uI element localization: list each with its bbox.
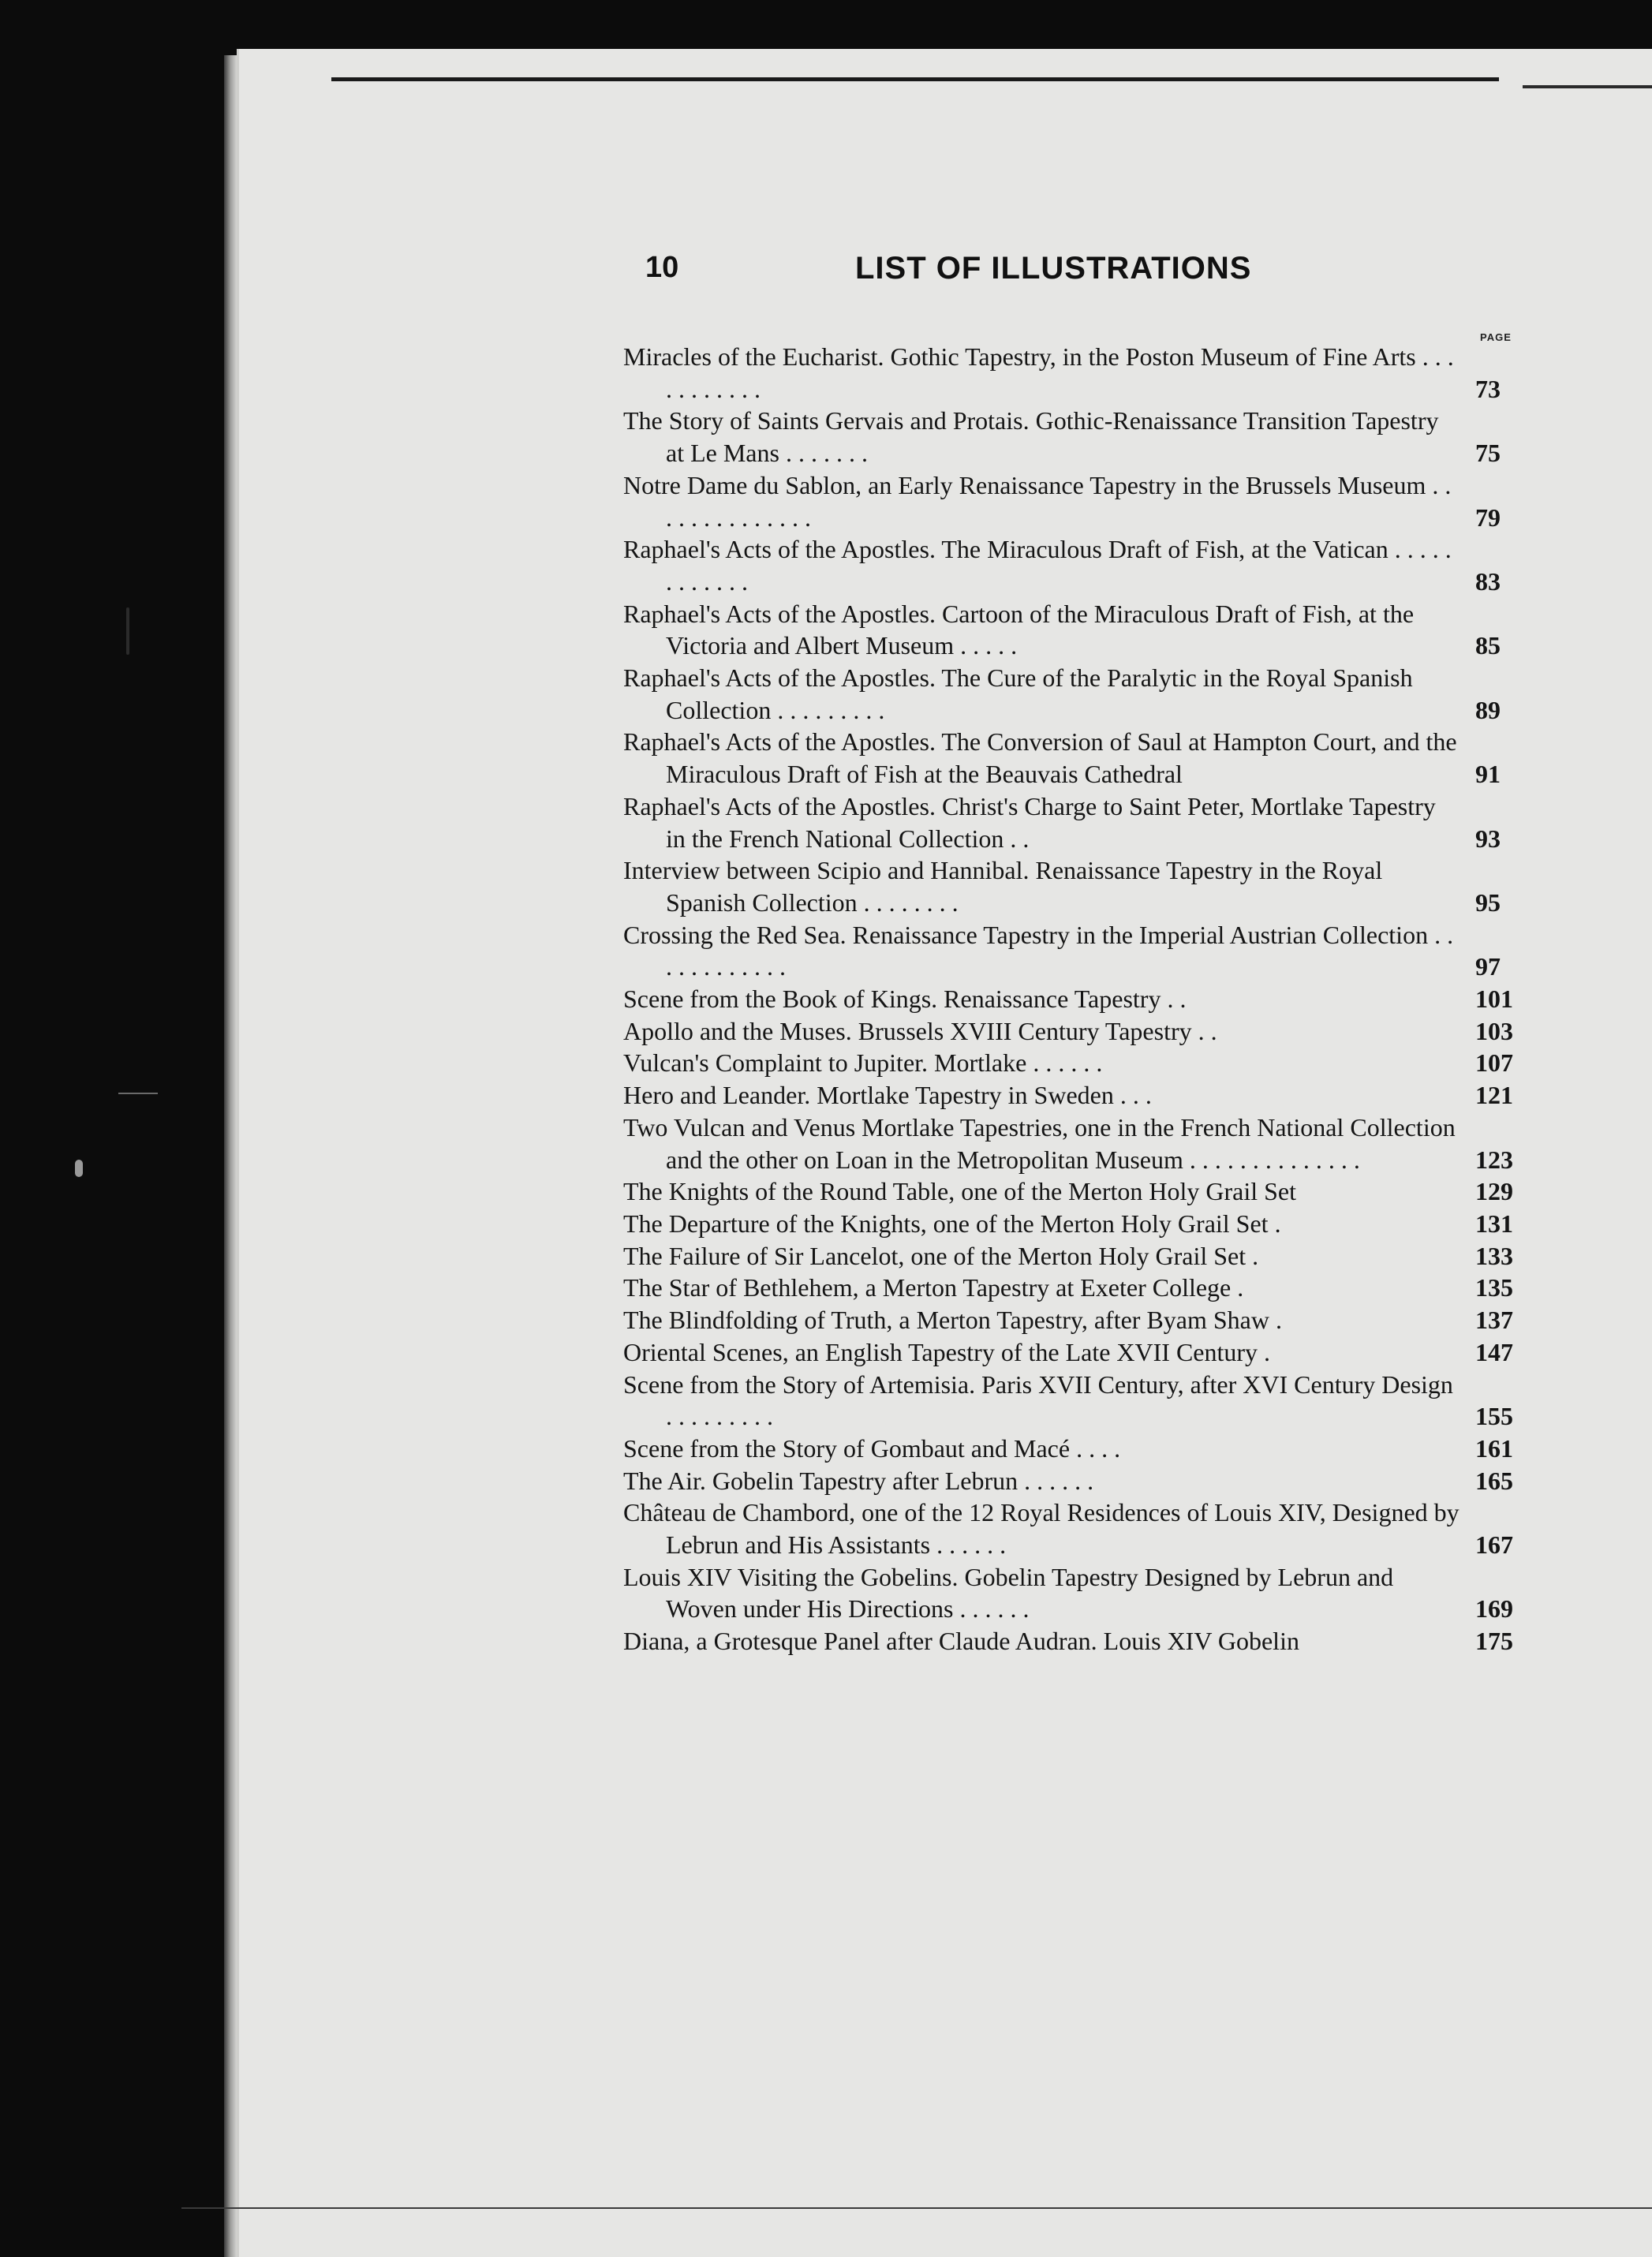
entry-title: Raphael's Acts of the Apostles. The Miraculous Draft of Fish, at the Vatican . . . . . . . . . . . .	[623, 535, 1452, 596]
list-item	[623, 405, 1538, 469]
entry-title: Crossing the Red Sea. Renaissance Tapestry in the Imperial Austrian Collection . . . . . . . . . . . .	[623, 920, 1454, 981]
margin-mark	[126, 607, 129, 655]
list-item	[623, 1047, 1538, 1079]
entry-page-number: 135	[1475, 1273, 1513, 1302]
list-item	[623, 1175, 1538, 1208]
top-edge-rule	[331, 77, 1499, 81]
entry-page-number: 91	[1475, 760, 1501, 789]
list-item	[623, 983, 1538, 1015]
list-item	[623, 1561, 1538, 1625]
entry-page-number: 93	[1475, 824, 1501, 853]
entry-page-number: 85	[1475, 631, 1501, 660]
entry-page-number: 167	[1475, 1530, 1513, 1560]
list-item	[623, 1015, 1538, 1048]
list-item	[623, 1112, 1538, 1175]
top-edge-rule-tail	[1523, 85, 1652, 88]
entry-title: Apollo and the Muses. Brussels XVIII Century Tapestry . .	[623, 1016, 1217, 1045]
running-title: LIST OF ILLUSTRATIONS	[855, 251, 1252, 286]
entry-title: The Knights of the Round Table, one of the Merton Holy Grail Set	[623, 1177, 1297, 1206]
list-item	[623, 1336, 1538, 1369]
entry-title: Vulcan's Complaint to Jupiter. Mortlake . . . . . .	[623, 1048, 1103, 1078]
entry-title: The Departure of the Knights, one of the Merton Holy Grail Set .	[623, 1209, 1281, 1238]
entry-page-number: 155	[1475, 1402, 1513, 1431]
entry-page-number: 95	[1475, 887, 1501, 917]
list-item	[623, 1625, 1538, 1657]
list-item	[623, 598, 1538, 662]
page-column-label: PAGE	[1480, 331, 1512, 343]
list-item	[623, 854, 1538, 918]
entry-page-number: 107	[1475, 1048, 1513, 1078]
list-item	[623, 1240, 1538, 1272]
list-item	[623, 1369, 1538, 1433]
list-item	[623, 469, 1538, 533]
entry-title: Miracles of the Eucharist. Gothic Tapestry, in the Poston Museum of Fine Arts . . . . . . . . . . .	[623, 342, 1454, 403]
entry-page-number: 169	[1475, 1594, 1513, 1624]
entry-title: Louis XIV Visiting the Gobelins. Gobelin Tapestry Designed by Lebrun and Woven under His Directions . . . . . .	[623, 1562, 1394, 1624]
entry-title: Scene from the Story of Gombaut and Macé . . . .	[623, 1433, 1121, 1463]
list-item	[623, 1208, 1538, 1240]
entry-title: Oriental Scenes, an English Tapestry of the Late XVII Century .	[623, 1337, 1271, 1366]
entry-title: The Blindfolding of Truth, a Merton Tapestry, after Byam Shaw .	[623, 1306, 1282, 1335]
margin-mark	[118, 1093, 158, 1094]
entry-page-number: 161	[1475, 1433, 1513, 1463]
page-number: 10	[645, 251, 679, 284]
entry-page-number: 131	[1475, 1209, 1513, 1238]
entry-title: Two Vulcan and Venus Mortlake Tapestries, one in the French National Collection and the other on Loan in the Metropolitan Museum . . . . . . . . . . . . . .	[623, 1112, 1456, 1174]
bottom-edge-rule	[181, 2207, 1652, 2209]
entry-page-number: 121	[1475, 1081, 1513, 1110]
entry-page-number: 97	[1475, 952, 1501, 981]
entry-title: The Failure of Sir Lancelot, one of the Merton Holy Grail Set .	[623, 1241, 1259, 1270]
entry-title: Hero and Leander. Mortlake Tapestry in Sweden . . .	[623, 1081, 1152, 1110]
entry-title: Notre Dame du Sablon, an Early Renaissance Tapestry in the Brussels Museum . . . . . . . . . . . . . .	[623, 470, 1452, 532]
entry-page-number: 175	[1475, 1627, 1513, 1656]
list-item	[623, 1272, 1538, 1304]
list-item	[623, 341, 1538, 405]
entry-title: The Story of Saints Gervais and Protais. Gothic-Renaissance Transition Tapestry at Le Mans . . . . . . .	[623, 406, 1439, 468]
entry-title: Raphael's Acts of the Apostles. Christ's Charge to Saint Peter, Mortlake Tapestry in the French National Collection . .	[623, 791, 1436, 853]
margin-mark	[75, 1160, 83, 1177]
illustrations-list	[623, 341, 1538, 1657]
entry-page-number: 79	[1475, 503, 1501, 532]
entry-title: Raphael's Acts of the Apostles. Cartoon of the Miraculous Draft of Fish, at the Victoria and Albert Museum . . . . .	[623, 599, 1415, 660]
entry-page-number: 83	[1475, 566, 1501, 596]
entry-page-number: 89	[1475, 695, 1501, 724]
entry-page-number: 165	[1475, 1466, 1513, 1495]
entry-title: Diana, a Grotesque Panel after Claude Audran. Louis XIV Gobelin	[623, 1627, 1299, 1656]
list-item	[623, 1465, 1538, 1497]
entry-page-number: 123	[1475, 1145, 1513, 1174]
entry-page-number: 133	[1475, 1241, 1513, 1270]
entry-page-number: 103	[1475, 1016, 1513, 1045]
list-item	[623, 662, 1538, 726]
list-item	[623, 1079, 1538, 1112]
entry-title: Scene from the Book of Kings. Renaissance Tapestry . .	[623, 985, 1187, 1014]
list-item	[623, 919, 1538, 983]
entry-page-number: 73	[1475, 374, 1501, 403]
entry-title: Scene from the Story of Artemisia. Paris XVII Century, after XVI Century Design . . . . . . . . .	[623, 1370, 1453, 1431]
page-edge-shadow	[224, 55, 237, 2257]
entry-page-number: 101	[1475, 985, 1513, 1014]
list-item	[623, 1433, 1538, 1465]
page-header	[645, 251, 1434, 298]
entry-title: Château de Chambord, one of the 12 Royal Residences of Louis XIV, Designed by Lebrun and His Assistants . . . . . .	[623, 1498, 1460, 1560]
entry-page-number: 75	[1475, 439, 1501, 468]
entry-page-number: 147	[1475, 1337, 1513, 1366]
entry-title: Raphael's Acts of the Apostles. The Cure of the Paralytic in the Royal Spanish Collection . . . . . . . . .	[623, 663, 1413, 724]
list-item	[623, 1497, 1538, 1560]
entry-page-number: 137	[1475, 1306, 1513, 1335]
entry-page-number: 129	[1475, 1177, 1513, 1206]
list-item	[623, 533, 1538, 597]
entry-title: Raphael's Acts of the Apostles. The Conversion of Saul at Hampton Court, and the Miraculous Draft of Fish at the Beauvais Cathedral	[623, 727, 1457, 789]
entry-title: The Star of Bethlehem, a Merton Tapestry at Exeter College .	[623, 1273, 1244, 1302]
list-item	[623, 726, 1538, 790]
entry-title: The Air. Gobelin Tapestry after Lebrun . . . . . .	[623, 1466, 1094, 1495]
list-item	[623, 1304, 1538, 1336]
entry-title: Interview between Scipio and Hannibal. Renaissance Tapestry in the Royal Spanish Collection . . . . . . . .	[623, 856, 1383, 917]
list-item	[623, 790, 1538, 854]
